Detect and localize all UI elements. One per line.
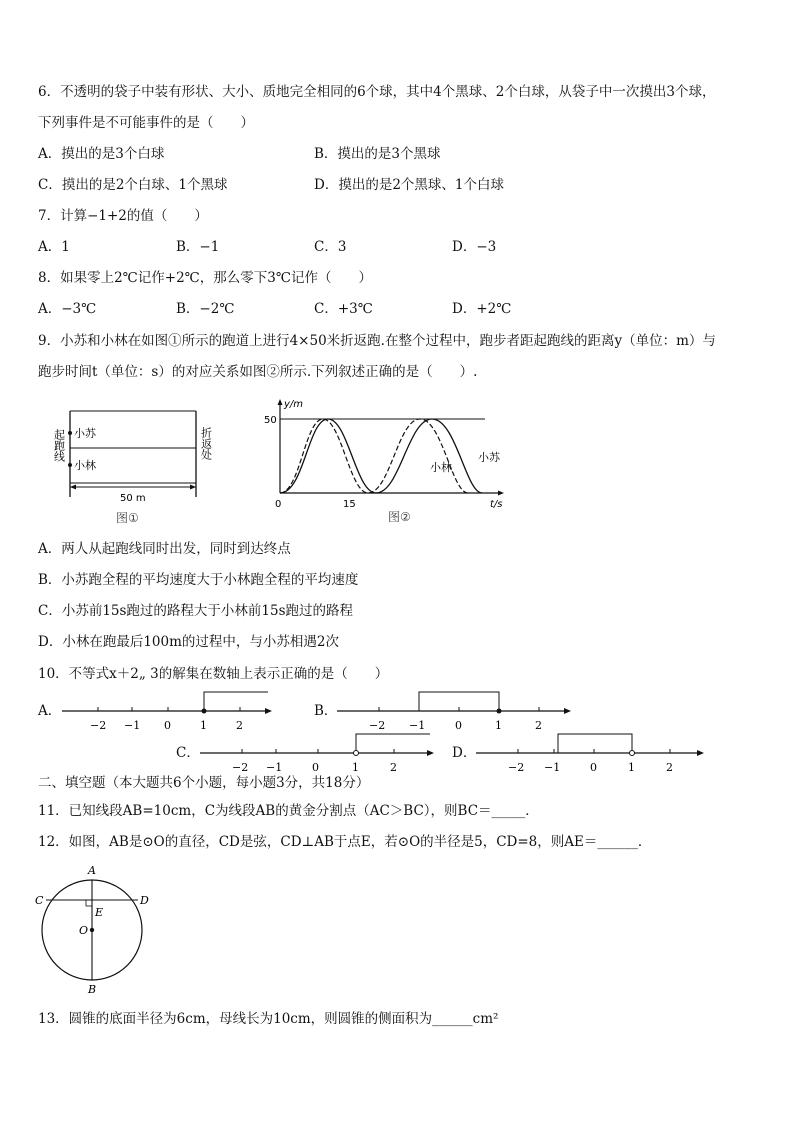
- q9-stem-line2: 跑步时间t（单位：s）的对应关系如图②所示.下列叙述正确的是（ ）.: [38, 364, 478, 380]
- q8-option-a: A．−3℃: [38, 301, 97, 317]
- q8-option-c: C．+3℃: [314, 301, 373, 317]
- q6-option-b: B．摸出的是3个黑球: [314, 146, 441, 162]
- svg-text:1: 1: [628, 761, 635, 774]
- svg-text:−1: −1: [266, 761, 283, 774]
- graph-series-xiaosu: 小苏: [478, 451, 500, 464]
- svg-text:−2: −2: [508, 761, 525, 774]
- svg-text:1: 1: [495, 719, 502, 732]
- graph-series-xiaolin: 小林: [430, 461, 452, 474]
- track-runner1-label: 小苏: [74, 427, 96, 440]
- svg-text:2: 2: [236, 719, 243, 732]
- point-c-label: C: [35, 894, 44, 907]
- graph-caption: 图②: [388, 510, 411, 524]
- svg-text:2: 2: [666, 761, 673, 774]
- q6-stem-line1: 6．不透明的袋子中装有形状、大小、质地完全相同的6个球，其中4个黑球、2个白球，从袋子中一次摸出3个球，: [38, 84, 716, 100]
- svg-text:−2: −2: [90, 719, 107, 732]
- graph-curve-xiaolin: [280, 419, 468, 493]
- q9-stem-line1: 9．小苏和小林在如图①所示的跑道上进行4×50米折返跑.在整个过程中，跑步者距起跑线的距离y（单位：m）与: [38, 333, 716, 349]
- point-b-label: B: [88, 983, 97, 996]
- svg-text:−1: −1: [544, 761, 561, 774]
- q7-option-d: D．−3: [452, 239, 497, 255]
- q9-option-b: B．小苏跑全程的平均速度大于小林跑全程的平均速度: [38, 572, 359, 588]
- q10-option-a-label: A．: [38, 703, 62, 719]
- q9-option-a: A．两人从起跑线同时出发，同时到达终点: [38, 541, 291, 557]
- graph-ylabel: y/m: [284, 399, 304, 410]
- point-d-label: D: [140, 894, 149, 907]
- svg-text:0: 0: [455, 719, 462, 732]
- q7-option-c: C．3: [314, 239, 347, 255]
- q6-stem-line2: 下列事件是不可能事件的是（ ）: [38, 115, 254, 131]
- q10-option-c-label: C．: [176, 745, 200, 761]
- q9-figure-track: [50, 405, 213, 530]
- svg-text:1: 1: [352, 761, 359, 774]
- svg-text:−1: −1: [124, 719, 141, 732]
- svg-text:0: 0: [312, 761, 319, 774]
- q9-option-c: C．小苏前15s跑过的路程大于小林前15s跑过的路程: [38, 603, 354, 619]
- graph-xlabel: t/s: [490, 499, 503, 510]
- q12-circle-figure: [32, 860, 157, 995]
- q10-option-b-label: B．: [314, 703, 338, 719]
- graph-y50: 50: [264, 415, 277, 426]
- svg-text:2: 2: [535, 719, 542, 732]
- track-caption: 图①: [116, 511, 139, 525]
- q9-figure-graph: [260, 395, 510, 530]
- point-o-label: O: [79, 924, 89, 937]
- q7-stem: 7．计算−1+2的值（ ）: [38, 208, 208, 224]
- track-runner2-label: 小林: [74, 459, 96, 472]
- svg-text:2: 2: [390, 761, 397, 774]
- svg-text:1: 1: [200, 719, 207, 732]
- svg-text:0: 0: [590, 761, 597, 774]
- q7-option-a: A．1: [38, 239, 70, 255]
- q10-stem: 10．不等式x＋2„ 3的解集在数轴上表示正确的是（ ）: [38, 666, 389, 682]
- track-length-label: 50 m: [120, 493, 146, 504]
- q10-numberline-a: [60, 686, 280, 734]
- point-e-label: E: [95, 906, 104, 919]
- q8-option-d: D．+2℃: [452, 301, 512, 317]
- q7-option-b: B．−1: [176, 239, 220, 255]
- q11-stem: 11．已知线段AB=10cm，C为线段AB的黄金分割点（AC＞BC），则BC＝_____．: [38, 803, 539, 819]
- graph-curve-xiaosu: [280, 419, 482, 493]
- track-turn-label: 折返处: [199, 427, 213, 460]
- svg-text:0: 0: [164, 719, 171, 732]
- q13-stem: 13．圆锥的底面半径为6cm，母线长为10cm，则圆锥的侧面积为______cm²: [38, 1011, 499, 1027]
- q10-numberline-c: [198, 728, 443, 776]
- q9-option-d: D．小林在跑最后100m的过程中，与小苏相遇2次: [38, 634, 339, 650]
- svg-text:−1: −1: [409, 719, 426, 732]
- svg-text:−2: −2: [369, 719, 386, 732]
- q10-option-d-label: D．: [452, 745, 477, 761]
- q8-stem: 8．如果零上2℃记作+2℃，那么零下3℃记作（ ）: [38, 270, 372, 286]
- point-a-label: A: [88, 864, 96, 877]
- graph-x15: 15: [343, 499, 356, 510]
- q6-option-d: D．摸出的是2个黑球、1个白球: [314, 177, 505, 193]
- q10-numberline-d: [474, 728, 714, 776]
- q10-numberline-b: [335, 686, 580, 734]
- q12-stem: 12．如图，AB是⊙O的直径，CD是弦，CD⊥AB于点E，若⊙O的半径是5，CD=8，则AE＝______．: [38, 834, 652, 850]
- q8-option-b: B．−2℃: [176, 301, 235, 317]
- graph-x0: 0: [275, 499, 282, 510]
- section-2-heading: 二、填空题（本大题共6个小题，每小题3分，共18分）: [38, 775, 370, 791]
- q6-option-c: C．摸出的是2个白球、1个黑球: [38, 177, 228, 193]
- track-start-label: 起跑线: [52, 429, 66, 462]
- svg-text:−2: −2: [232, 761, 249, 774]
- q6-option-a: A．摸出的是3个白球: [38, 146, 165, 162]
